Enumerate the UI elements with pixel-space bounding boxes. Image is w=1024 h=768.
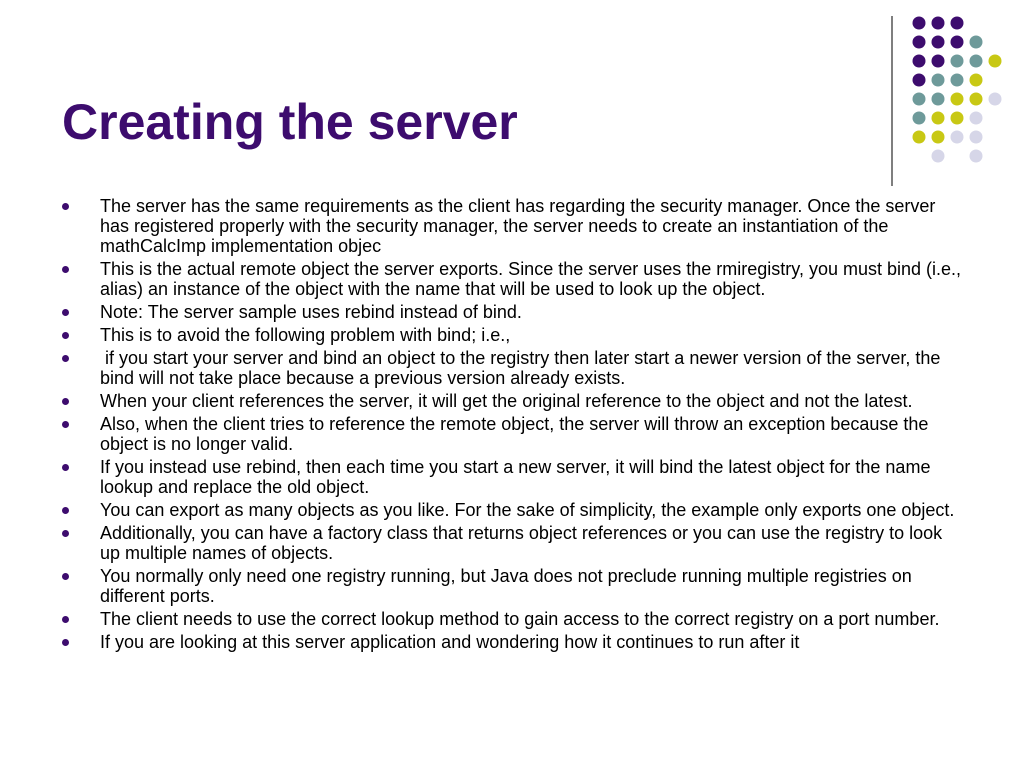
bullet-text: If you are looking at this server application and wondering how it continues to run after it	[100, 632, 800, 652]
decorative-dot	[970, 150, 983, 163]
decorative-dot	[951, 74, 964, 87]
bullet-text: Note: The server sample uses rebind instead of bind.	[100, 302, 522, 322]
bullet-icon	[62, 530, 69, 537]
bullet-item	[62, 348, 966, 388]
decorative-dot	[913, 93, 926, 106]
bullet-icon	[62, 616, 69, 623]
bullet-text: Additionally, you can have a factory class that returns object references or you can use the registry to look up multiple names of objects.	[100, 523, 943, 563]
decorative-dot	[951, 17, 964, 30]
bullet-icon	[62, 398, 69, 405]
bullet-item	[62, 500, 966, 520]
bullet-text: This is the actual remote object the server exports. Since the server uses the rmiregistry, you must bind (i.e., alias) an instance of the object with the name that will be used to look up the object.	[100, 259, 962, 299]
bullet-icon	[62, 355, 69, 362]
bullet-text: You can export as many objects as you like. For the sake of simplicity, the example only exports one object.	[100, 500, 955, 520]
decorative-dot	[970, 93, 983, 106]
slide-title: Creating the server	[62, 94, 518, 150]
bullet-icon	[62, 507, 69, 514]
decorative-dot	[932, 36, 945, 49]
bullet-item	[62, 566, 966, 606]
bullet-icon	[62, 464, 69, 471]
bullet-item	[62, 196, 966, 256]
decorative-dot	[913, 74, 926, 87]
decorative-dot	[932, 93, 945, 106]
decorative-dot	[951, 131, 964, 144]
decorative-dot	[932, 74, 945, 87]
bullet-list	[62, 196, 966, 655]
bullet-text: You normally only need one registry running, but Java does not preclude running multiple registries on different ports.	[100, 566, 912, 606]
decorative-dot	[951, 112, 964, 125]
bullet-text: The client needs to use the correct lookup method to gain access to the correct registry on a port number.	[100, 609, 940, 629]
decorative-dot	[932, 150, 945, 163]
bullet-text: if you start your server and bind an object to the registry then later start a newer version of the server, the bind will not take place because a previous version already exists.	[100, 348, 946, 388]
bullet-text: If you instead use rebind, then each time you start a new server, it will bind the latest object for the name lookup and replace the old object.	[100, 457, 931, 497]
bullet-item	[62, 523, 966, 563]
bullet-item	[62, 457, 966, 497]
bullet-icon	[62, 421, 69, 428]
decorative-dot	[970, 36, 983, 49]
decorative-dot	[932, 131, 945, 144]
bullet-text: This is to avoid the following problem with bind; i.e.,	[100, 325, 511, 345]
decorative-dot	[970, 74, 983, 87]
bullet-icon	[62, 332, 69, 339]
bullet-icon	[62, 203, 69, 210]
decorative-dot	[951, 36, 964, 49]
bullet-item	[62, 391, 966, 411]
bullet-item	[62, 632, 966, 652]
bullet-item	[62, 325, 966, 345]
decorative-dot	[989, 55, 1002, 68]
bullet-icon	[62, 573, 69, 580]
decorative-dot	[913, 131, 926, 144]
vertical-divider	[891, 16, 893, 186]
decorative-dot	[913, 112, 926, 125]
decorative-dot	[951, 55, 964, 68]
bullet-text: When your client references the server, it will get the original reference to the object and not the latest.	[100, 391, 913, 411]
decorative-dot	[913, 17, 926, 30]
bullet-icon	[62, 266, 69, 273]
bullet-item	[62, 609, 966, 629]
bullet-text: Also, when the client tries to reference the remote object, the server will throw an exception because the object is no longer valid.	[100, 414, 929, 454]
bullet-item	[62, 302, 966, 322]
decorative-dot	[989, 93, 1002, 106]
bullet-text: The server has the same requirements as the client has regarding the security manager. Once the server has registered properly with the security manager, the server needs to create an instantiation of the mathCalcImp implementation objec	[100, 196, 936, 256]
bullet-icon	[62, 309, 69, 316]
bullet-item	[62, 259, 966, 299]
decorative-dot	[970, 112, 983, 125]
bullet-icon	[62, 639, 69, 646]
decorative-dot	[932, 17, 945, 30]
decorative-dot	[951, 93, 964, 106]
decorative-dot	[970, 55, 983, 68]
decorative-dot	[913, 36, 926, 49]
bullet-item	[62, 414, 966, 454]
decorative-dot	[932, 55, 945, 68]
decorative-dot	[913, 55, 926, 68]
decorative-dot	[970, 131, 983, 144]
decorative-dot	[932, 112, 945, 125]
